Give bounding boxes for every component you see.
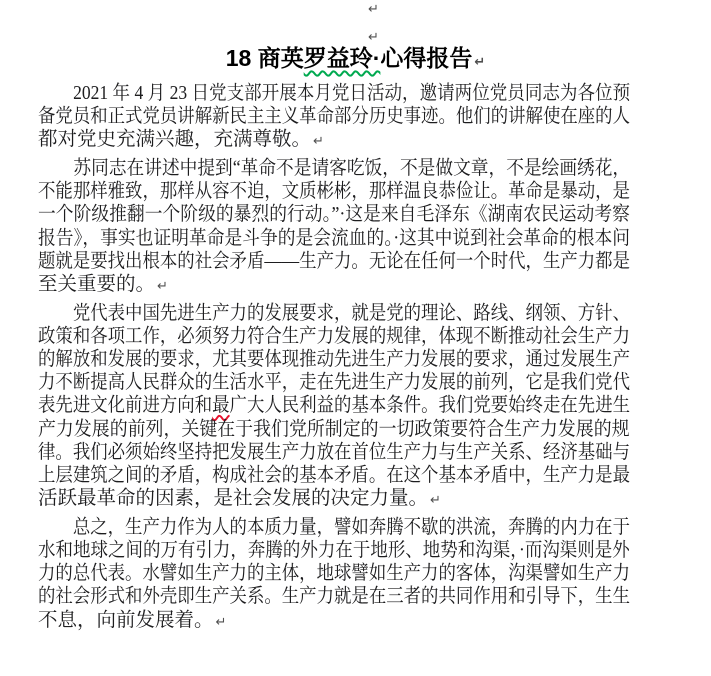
text-line (38, 250, 631, 273)
text-run: 心得报告 (380, 45, 473, 71)
text-line (38, 464, 631, 487)
text-line (38, 487, 630, 510)
text-run: 力的总代表。水譬如生产力的主体，地球譬如生产力的客体，沟渠譬如生产力 (38, 563, 631, 585)
text-run: 18 商英 (225, 45, 304, 71)
text-line (38, 203, 630, 226)
paragraph-mark-icon: ↵ (368, 30, 379, 45)
text-line (38, 157, 631, 180)
text-line (38, 302, 631, 325)
text-run: 的社会形式和外壳即生产关系。生产力就是在三者的共同作用和引导下，生生 (38, 586, 631, 608)
text-line (38, 348, 631, 371)
paragraph-mark-icon: ↵ (430, 493, 441, 509)
text-run: 2021 年 4 月 23 日党支部开展本月党日活动，邀请两位党员同志为各位预 (73, 83, 631, 104)
paragraph (38, 82, 630, 152)
text-line (38, 539, 630, 562)
text-run: 题就是要找出根本的社会矛盾——生产力。无论在任何一个时代，生产力都是 (38, 250, 631, 272)
text-run: 力不断提高人民群众的生活水平，走在先进生产力发展的前列，它是我们党代 (38, 372, 631, 394)
paragraph (38, 302, 630, 511)
text-line (38, 105, 631, 128)
text-run: 律。我们必须始终坚持把发展生产力放在首位生产力与生产关系、经济基础与 (38, 441, 631, 463)
spelling-flagged-text: 最 (212, 395, 230, 417)
text-run: 的解放和发展的要求，尤其要体现推动先进生产力发展的要求，通过发展生产 (38, 349, 631, 371)
text-run: 表先进文化前进方向和 (38, 395, 213, 417)
text-run: 不息，向前发展着。 (38, 609, 214, 631)
text-line (38, 441, 631, 464)
text-line (38, 82, 631, 105)
paragraph (38, 516, 630, 632)
text-run: 至关重要的。 (38, 274, 156, 295)
text-line (38, 325, 631, 348)
text-run: 政策和各项工作，必须努力符合生产力发展的规律，体现不断推动社会生产力 (38, 325, 631, 347)
text-run: 一个阶级推翻一个阶级的暴烈的行动。”·这是来自毛泽东《湖南农民运动考察 (38, 204, 630, 226)
text-run: 都对党史充满兴趣，充满尊敬。 (38, 129, 312, 151)
text-line (38, 516, 631, 539)
text-run: 不能那样雅致，那样从容不迫，文质彬彬，那样温良恭俭让。革命是暴动，是 (38, 181, 631, 203)
text-line (38, 609, 630, 632)
text-line (38, 585, 631, 608)
text-line (38, 128, 630, 151)
text-run: 总之，生产力作为人的本质力量，譬如奔腾不歇的洪流，奔腾的内力在于 (72, 516, 631, 538)
text-line (38, 371, 631, 394)
paragraph-mark-icon: ↵ (368, 2, 379, 17)
text-run: 备党员和正式党员讲解新民主主义革命部分历史事迹。他们的讲解使在座的人 (38, 106, 631, 128)
text-run: 广大人民利益的基本条件。我们党要始终走在先进生 (229, 395, 631, 417)
text-run: 产力发展的前列，关键在于我们党所制定的一切政策要符合生产力发展的规 (38, 418, 630, 440)
text-line (38, 227, 630, 250)
text-run: 苏同志在讲述中提到“革命不是请客吃饭，不是做文章，不是绘画绣花， (73, 158, 631, 180)
paragraph-mark-icon: ↵ (313, 134, 324, 150)
text-run: 水和地球之间的万有引力，奔腾的外力在于地形、地势和沟渠，·而沟渠则是外 (38, 540, 630, 562)
text-line (38, 562, 631, 585)
grammar-flagged-text: 罗益玲· (303, 45, 381, 71)
document-body (38, 82, 630, 637)
text-line (38, 418, 630, 441)
text-run: 党代表中国先进生产力的发展要求，就是党的理论、路线、纲领、方针、 (72, 302, 631, 324)
text-run: 报告》，事实也证明革命是斗争的是会流血的。·这其中说到社会革命的根本问 (38, 227, 630, 249)
paragraph-mark-icon: ↵ (215, 614, 227, 630)
text-run: 上层建筑之间的矛盾，构成社会的基本矛盾。在这个基本矛盾中，生产力是最 (38, 465, 631, 486)
text-line (38, 273, 630, 296)
paragraph-mark-icon: ↵ (474, 55, 486, 70)
text-line (38, 394, 631, 417)
paragraph-mark-icon: ↵ (157, 279, 168, 294)
text-run: 活跃最革命的因素，是社会发展的决定力量。 (38, 488, 429, 510)
paragraph (38, 157, 630, 296)
text-line (38, 180, 631, 203)
document-title (0, 43, 711, 78)
